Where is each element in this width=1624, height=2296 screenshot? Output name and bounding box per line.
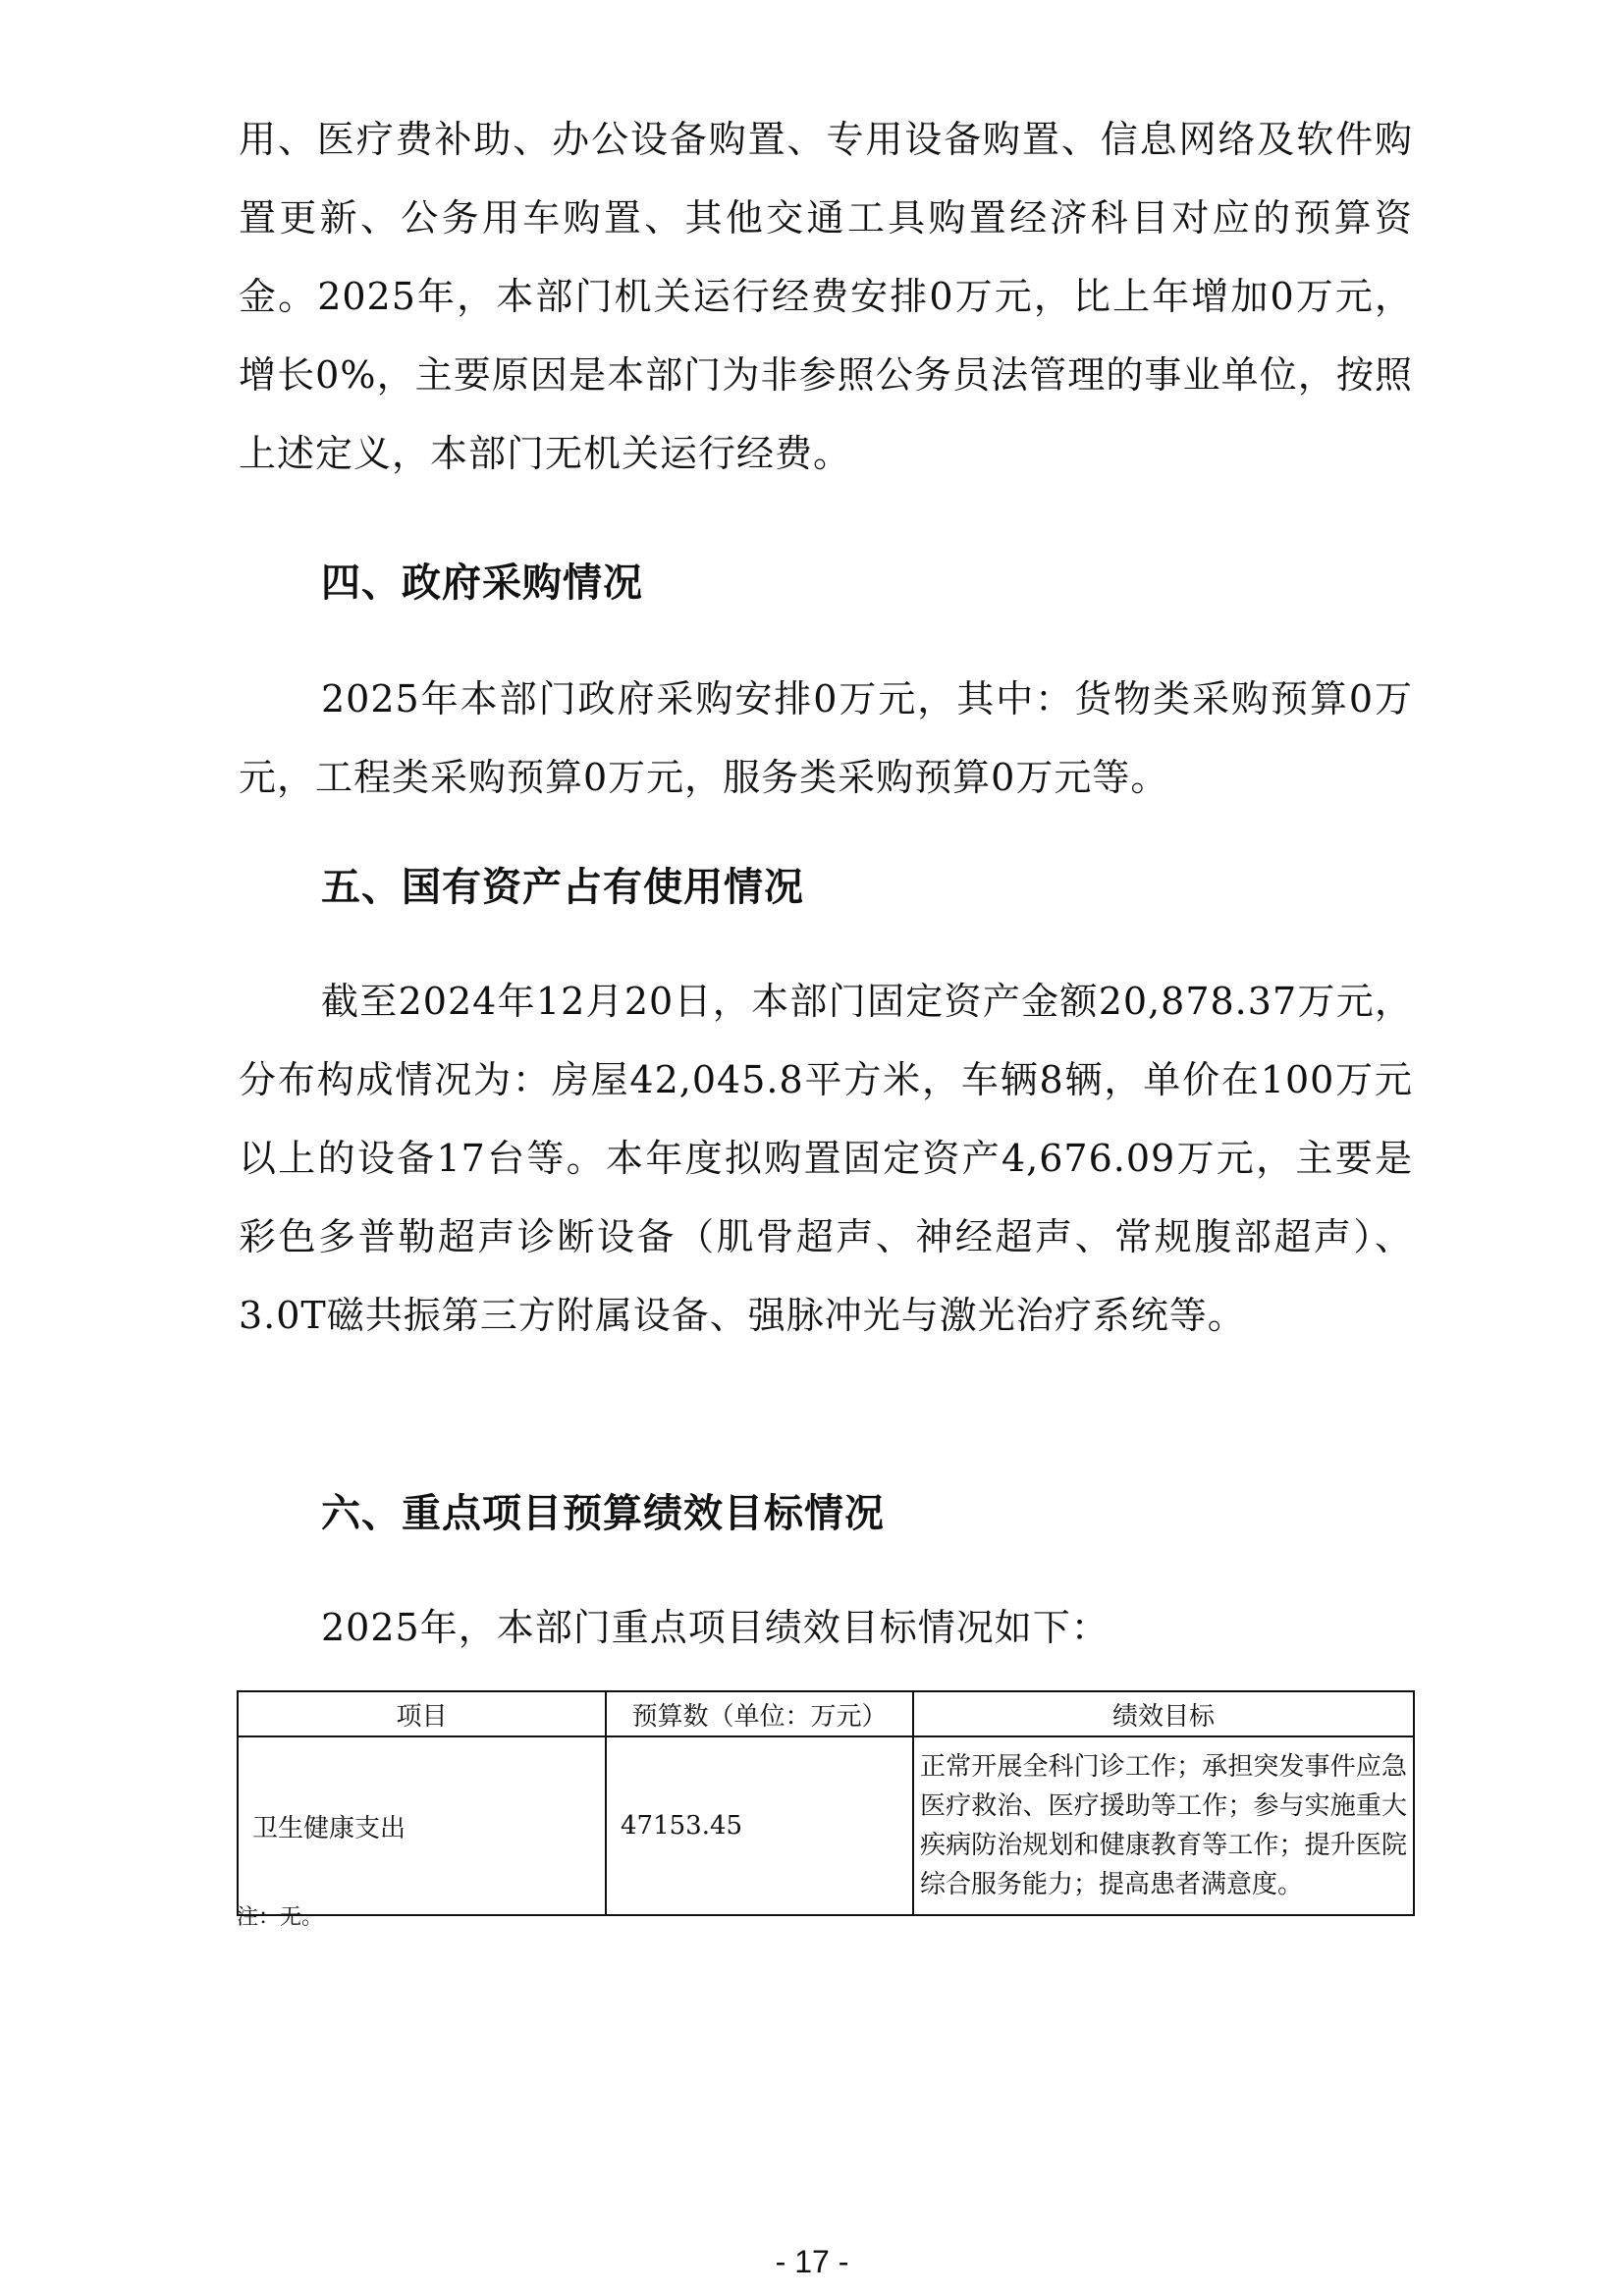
procurement-paragraph: 2025年本部门政府采购安排0万元，其中：货物类采购预算0万元，工程类采购预算0万元，服务类采购预算0万元等。 bbox=[239, 677, 1413, 799]
page-number: - 17 - bbox=[775, 2244, 849, 2279]
section-heading-performance-goals: 六、重点项目预算绩效目标情况 bbox=[321, 1491, 885, 1536]
column-header-budget: 预算数（单位：万元） bbox=[606, 1691, 913, 1736]
column-header-project: 项目 bbox=[238, 1691, 606, 1736]
performance-goals-table bbox=[237, 1690, 1415, 1916]
section-heading-state-assets: 五、国有资产占有使用情况 bbox=[321, 865, 804, 910]
column-header-performance-goal: 绩效目标 bbox=[913, 1691, 1414, 1736]
table-header-row bbox=[238, 1691, 1414, 1736]
continuation-paragraph: 用、医疗费补助、办公设备购置、专用设备购置、信息网络及软件购置更新、公务用车购置、其他交通工具购置经济科目对应的预算资金。2025年，本部门机关运行经费安排0万元，比上年增加0万元，增长0%，主要原因是本部门为非参照公务员法管理的事业单位，按照上述定义，本部门无机关运行经费。 bbox=[239, 118, 1413, 475]
cell-budget: 47153.45 bbox=[606, 1736, 913, 1915]
state-assets-paragraph: 截至2024年12月20日，本部门固定资产金额20,878.37万元，分布构成情况为：房屋42,045.8平方米，车辆8辆，单价在100万元以上的设备17台等。本年度拟购置固定资产4,676.09万元，主要是彩色多普勒超声诊断设备（肌骨超声、神经超声、常规腹部超声）、3.0T磁共振第三方附属设备、强脉冲光与激光治疗系统等。 bbox=[239, 980, 1413, 1337]
table-row bbox=[238, 1736, 1414, 1915]
performance-intro-paragraph: 2025年，本部门重点项目绩效目标情况如下： bbox=[321, 1606, 1110, 1649]
table-note: 注：无。 bbox=[237, 1905, 324, 1930]
section-heading-procurement: 四、政府采购情况 bbox=[321, 561, 643, 606]
cell-project: 卫生健康支出 bbox=[238, 1736, 606, 1915]
cell-performance-goal: 正常开展全科门诊工作；承担突发事件应急医疗救治、医疗援助等工作；参与实施重大疾病防治规划和健康教育等工作；提升医院综合服务能力；提高患者满意度。 bbox=[913, 1736, 1414, 1915]
